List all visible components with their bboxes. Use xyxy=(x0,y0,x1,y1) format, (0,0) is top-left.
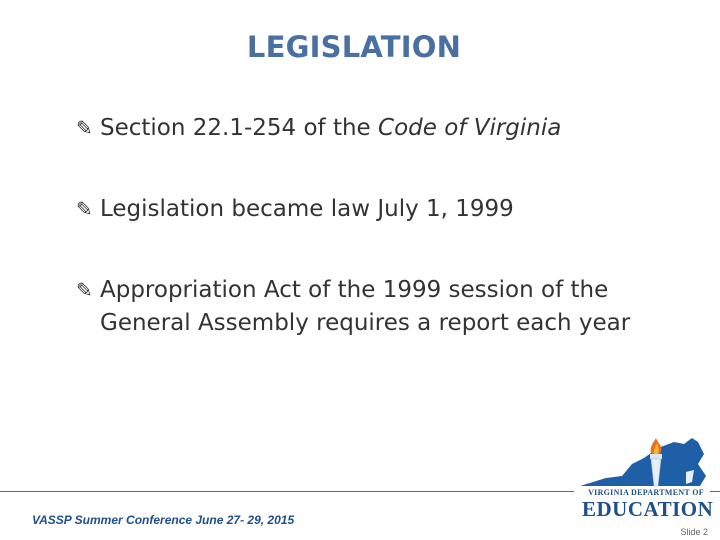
pencil-bullet-icon: ✎ xyxy=(76,197,93,221)
virginia-map-torch-icon xyxy=(574,434,710,490)
pencil-bullet-icon: ✎ xyxy=(76,116,93,140)
bullet-italic-text: Code of Virginia xyxy=(378,115,562,141)
bullet-appropriation-act xyxy=(76,274,636,340)
slide-number: Slide 2 xyxy=(680,527,708,537)
bullet-text: Section 22.1-254 of the xyxy=(100,115,379,141)
bullet-text-line-2: General Assembly requires a report each year xyxy=(100,310,631,336)
slide-title: LEGISLATION xyxy=(246,30,462,64)
logo-department-text: VIRGINIA DEPARTMENT OF xyxy=(588,488,704,497)
pencil-bullet-icon: ✎ xyxy=(76,278,93,302)
logo-education-text: EDUCATION xyxy=(582,497,714,521)
virginia-department-of-education-logo xyxy=(574,434,714,524)
bullet-text-line-1: Appropriation Act of the 1999 session of the xyxy=(100,277,609,303)
conference-footer: VASSP Summer Conference June 27- 29, 2015 xyxy=(32,513,295,527)
bullet-code-of-virginia xyxy=(76,112,636,145)
bullet-legislation-law xyxy=(76,193,636,226)
bullet-text: Legislation became law July 1, 1999 xyxy=(100,196,514,222)
